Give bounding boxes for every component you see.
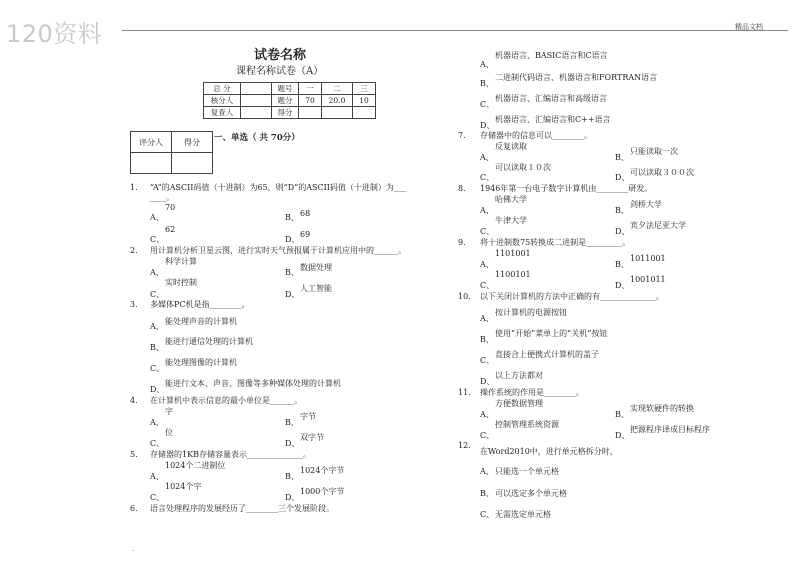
question-stem-continued: ____。 xyxy=(150,193,174,202)
score-cell: 三 xyxy=(353,83,376,95)
score-row xyxy=(204,83,376,95)
option-letter: C、 xyxy=(480,227,495,236)
grader-table xyxy=(130,131,213,174)
score-cell: 20.0 xyxy=(322,95,353,107)
option-letter: C、 xyxy=(480,431,495,440)
option-letter: B、 xyxy=(615,260,629,269)
option-letter: B、 xyxy=(285,472,299,481)
score-row xyxy=(204,95,376,107)
exam-title: 试卷名称 xyxy=(254,48,307,63)
score-table xyxy=(203,82,376,119)
option-text: 双字节 xyxy=(300,433,324,442)
question-stem: 操作系统的作用是________。 xyxy=(480,388,584,397)
option-text: 实现软硬件的转换 xyxy=(630,404,694,413)
score-cell xyxy=(353,107,376,119)
score-cell: 得分 xyxy=(272,107,299,119)
option-letter: C、 xyxy=(150,439,165,448)
question-number: 10. xyxy=(458,292,471,301)
grader-row xyxy=(131,153,213,174)
option-text: 方便数据管理 xyxy=(495,399,543,408)
score-cell xyxy=(322,107,353,119)
grader-row xyxy=(131,132,213,153)
score-cell: 题号 xyxy=(272,83,299,95)
option-text: 可以读取１０次 xyxy=(495,163,551,172)
grader-header: 评分人 xyxy=(131,132,172,153)
option-text: 控制管理系统资源 xyxy=(495,420,559,429)
option-text: 1024个字节 xyxy=(300,466,345,475)
option-text: 二进制代码语言、机器语言和FORTRAN语言 xyxy=(495,73,658,82)
option-letter: D、 xyxy=(480,377,495,386)
option-text: 能进行通信处理的计算机 xyxy=(165,337,253,346)
option-letter: C、 xyxy=(480,281,495,290)
option-text: 可以选定多个单元格 xyxy=(495,489,567,498)
option-letter: A、 xyxy=(150,213,164,222)
option-letter: C、 xyxy=(150,290,165,299)
option-text: 1100101 xyxy=(495,270,531,279)
question-stem: 在Word2010中，进行单元格拆分时， xyxy=(480,447,618,456)
option-text: 字节 xyxy=(300,412,316,421)
option-letter: C、 xyxy=(480,356,495,365)
option-letter: C、 xyxy=(150,493,165,502)
option-text: 70 xyxy=(165,203,176,212)
score-cell: 核分人 xyxy=(204,95,241,107)
score-cell: 二 xyxy=(322,83,353,95)
header-right-label: 精品文档 xyxy=(735,23,763,31)
option-letter: A、 xyxy=(480,314,494,323)
question-stem: 语言处理程序的发展经历了________三个发展阶段。 xyxy=(150,504,334,513)
question-number: 1. xyxy=(130,183,138,192)
option-text: 按计算机的电源按钮 xyxy=(495,308,567,317)
option-letter: A、 xyxy=(480,410,494,419)
option-letter: B、 xyxy=(615,410,629,419)
option-text: 只能选一个单元格 xyxy=(495,467,559,476)
score-cell: 10 xyxy=(353,95,376,107)
option-text: 62 xyxy=(165,225,176,234)
option-text: 哈佛大学 xyxy=(495,195,527,204)
score-cell xyxy=(241,83,272,95)
grader-header: 得分 xyxy=(172,132,213,153)
option-text: 宾夕法尼亚大学 xyxy=(630,221,686,230)
option-letter: D、 xyxy=(615,281,630,290)
option-text: 无需选定单元格 xyxy=(495,510,551,519)
option-text: 机器语言、汇编语言和C++语言 xyxy=(495,115,611,124)
option-letter: B、 xyxy=(480,335,494,344)
option-text: 字 xyxy=(165,407,173,416)
question-stem: 在计算机中表示信息的最小单位是______。 xyxy=(150,396,302,405)
question-number: 7. xyxy=(458,131,466,140)
option-letter: A、 xyxy=(150,322,164,331)
option-text: 直接合上便携式计算机的盖子 xyxy=(495,350,599,359)
question-stem: 1946年第一台电子数字计算机由________研发。 xyxy=(480,184,653,193)
option-letter: B、 xyxy=(615,153,629,162)
option-letter: B、 xyxy=(480,79,494,88)
question-number: 3. xyxy=(130,300,138,309)
score-row xyxy=(204,107,376,119)
score-cell: 总 分 xyxy=(204,83,241,95)
question-number: 5. xyxy=(130,450,138,459)
option-letter: A、 xyxy=(150,472,164,481)
option-letter: D、 xyxy=(480,121,495,130)
option-text: 68 xyxy=(300,209,311,218)
option-letter: B、 xyxy=(615,206,629,215)
option-text: 1000个字节 xyxy=(300,487,345,496)
option-text: 1101001 xyxy=(495,249,531,258)
option-text: 1024个字 xyxy=(165,482,202,491)
option-letter: C、 xyxy=(150,364,165,373)
option-text: 1001011 xyxy=(630,275,666,284)
option-letter: D、 xyxy=(615,173,630,182)
section-title: 一、单选（ 共 70分） xyxy=(214,133,300,143)
option-text: 69 xyxy=(300,230,311,239)
question-number: 12. xyxy=(458,441,471,450)
option-text: 剑桥大学 xyxy=(630,200,662,209)
question-number: 4. xyxy=(130,396,138,405)
option-text: 科学计算 xyxy=(165,257,197,266)
option-letter: D、 xyxy=(285,290,300,299)
grader-cell xyxy=(172,153,213,174)
option-text: 1011001 xyxy=(630,254,666,263)
option-letter: A、 xyxy=(480,260,494,269)
question-number: 2. xyxy=(130,246,138,255)
grader-cell xyxy=(131,153,172,174)
exam-subtitle: 课程名称试卷（A） xyxy=(236,66,324,77)
question-stem: 多媒体PC机是指________。 xyxy=(150,300,250,309)
option-letter: D、 xyxy=(285,493,300,502)
option-letter: C、 xyxy=(480,173,495,182)
option-letter: A、 xyxy=(480,467,494,476)
score-cell xyxy=(241,107,272,119)
header-rule xyxy=(122,30,788,31)
question-stem: 存储器的1KB存储容量表示______________。 xyxy=(150,450,311,459)
score-cell: 题分 xyxy=(272,95,299,107)
question-stem: 将十进制数75转换成二进制是_________。 xyxy=(480,238,631,247)
option-text: 以上方法都对 xyxy=(495,371,543,380)
option-text: 人工智能 xyxy=(300,284,332,293)
score-cell xyxy=(241,95,272,107)
option-text: 1024个二进制位 xyxy=(165,461,226,470)
question-stem: “A”的ASCII码值（十进制）为65，则“D”的ASCII码值（十进制）为___ xyxy=(150,183,406,192)
option-letter: C、 xyxy=(150,235,165,244)
option-letter: A、 xyxy=(480,206,494,215)
option-text: 机器语言、汇编语言和高级语言 xyxy=(495,94,607,103)
option-letter: B、 xyxy=(285,213,299,222)
score-cell: 70 xyxy=(299,95,322,107)
option-letter: D、 xyxy=(150,385,165,394)
option-letter: B、 xyxy=(285,268,299,277)
option-letter: D、 xyxy=(285,439,300,448)
option-letter: D、 xyxy=(615,431,630,440)
question-number: 11. xyxy=(458,388,471,397)
option-text: 使用“开始”菜单上的“关机”按钮 xyxy=(495,329,608,338)
option-letter: A、 xyxy=(150,418,164,427)
option-text: 能处理声音的计算机 xyxy=(165,317,237,326)
watermark: 120资料 xyxy=(6,20,103,48)
question-number: 6. xyxy=(130,504,138,513)
question-stem: 存储器中的信息可以________。 xyxy=(480,131,592,140)
footer-dot: . xyxy=(132,545,135,553)
option-letter: A、 xyxy=(480,153,494,162)
option-letter: B、 xyxy=(285,418,299,427)
option-text: 能处理图像的计算机 xyxy=(165,358,237,367)
question-number: 9. xyxy=(458,238,466,247)
option-letter: B、 xyxy=(480,489,494,498)
option-letter: B、 xyxy=(150,343,164,352)
option-text: 机器语言、BASIC语言和C语言 xyxy=(495,51,608,60)
option-text: 只能读取一次 xyxy=(630,147,678,156)
question-number: 8. xyxy=(458,184,466,193)
score-cell: 复查人 xyxy=(204,107,241,119)
option-letter: A、 xyxy=(150,268,164,277)
option-text: 实时控制 xyxy=(165,278,197,287)
option-text: 把源程序译成目标程序 xyxy=(630,425,710,434)
option-text: 反复读取 xyxy=(495,142,527,151)
option-letter: C、 xyxy=(480,100,495,109)
score-cell: 一 xyxy=(299,83,322,95)
option-letter: D、 xyxy=(615,227,630,236)
question-stem: 用计算机分析卫星云图，进行实时天气预报属于计算机应用中的______。 xyxy=(150,246,406,255)
option-text: 牛津大学 xyxy=(495,216,527,225)
option-letter: A、 xyxy=(480,60,494,69)
option-text: 数据处理 xyxy=(300,263,332,272)
option-text: 可以读取３００次 xyxy=(630,168,694,177)
option-letter: D、 xyxy=(285,235,300,244)
score-cell xyxy=(299,107,322,119)
option-text: 位 xyxy=(165,428,173,437)
option-letter: C、 xyxy=(480,510,495,519)
question-stem: 以下关闭计算机的方法中正确的有______________。 xyxy=(480,292,664,301)
option-text: 能进行文本、声音、图像等多种媒体处理的计算机 xyxy=(165,379,341,388)
